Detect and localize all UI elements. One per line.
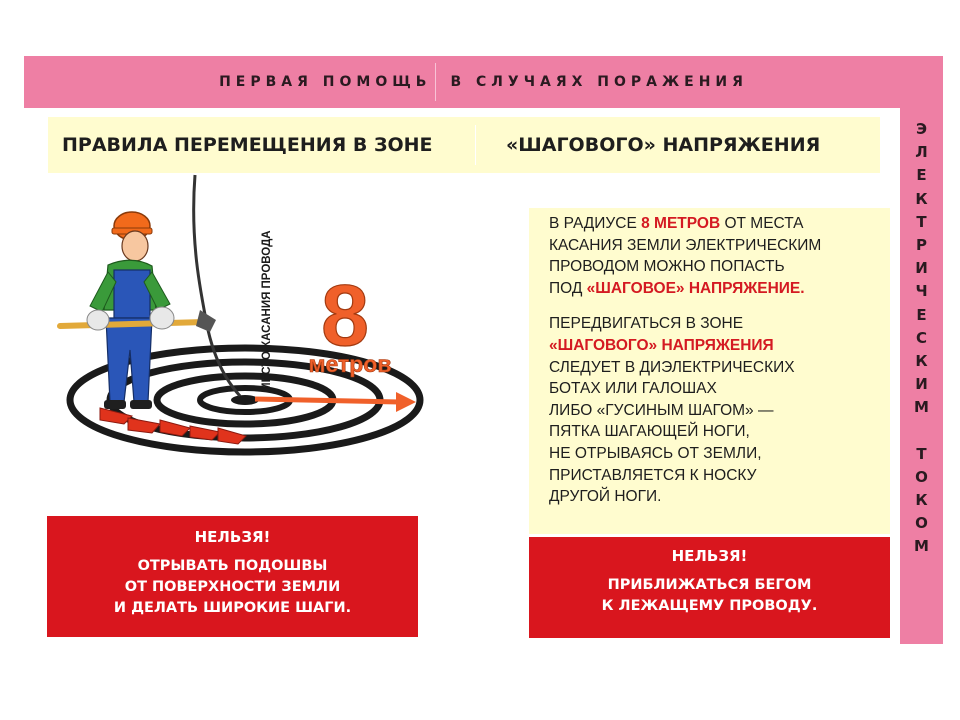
side-banner-letter: С <box>915 328 927 347</box>
title-left: ПРАВИЛА ПЕРЕМЕЩЕНИЯ В ЗОНЕ <box>62 134 433 156</box>
warning-right-line-2: К ЛЕЖАЩЕМУ ПРОВОДУ. <box>601 598 818 614</box>
warning-left-title: НЕЛЬЗЯ! <box>194 528 271 546</box>
wire-contact-label: МЕСТО КАСАНИЯ ПРОВОДА <box>261 230 273 392</box>
side-banner-letter: Е <box>916 305 927 324</box>
step-voltage-illustration <box>40 170 440 470</box>
title-right: «ШАГОВОГО» НАПРЯЖЕНИЯ <box>506 134 821 156</box>
info-p2-line-3: СЛЕДУЕТ В ДИЭЛЕКТРИЧЕСКИХ <box>549 358 795 376</box>
warning-left-line-3: И ДЕЛАТЬ ШИРОКИЕ ШАГИ. <box>113 600 352 616</box>
info-p1-l1-red: 8 МЕТРОВ <box>641 215 721 232</box>
info-p2-line-5: ЛИБО «ГУСИНЫМ ШАГОМ» — <box>549 401 774 419</box>
warning-right-title: НЕЛЬЗЯ! <box>671 547 748 565</box>
warning-box-right <box>529 537 890 638</box>
meters-label: метров <box>308 351 392 377</box>
warning-left-line-1: ОТРЫВАТЬ ПОДОШВЫ <box>137 558 328 574</box>
info-p1-line-3: ПРОВОДОМ МОЖНО ПОПАСТЬ <box>549 258 785 276</box>
info-p2-line-6: ПЯТКА ШАГАЮЩЕЙ НОГИ, <box>549 423 750 441</box>
top-banner <box>24 56 943 108</box>
info-p1-l4-red: «ШАГОВОЕ» НАПРЯЖЕНИЕ. <box>586 279 805 297</box>
side-banner-letter: Т <box>916 444 927 463</box>
side-banner-letter: И <box>915 375 928 394</box>
info-paragraph-1 <box>549 213 890 299</box>
warning-box-left <box>47 516 418 637</box>
info-p2-line-4: БОТАХ ИЛИ ГАЛОШАХ <box>549 380 717 398</box>
side-banner <box>900 108 943 644</box>
info-box <box>529 208 890 534</box>
warning-right-line-1: ПРИБЛИЖАТЬСЯ БЕГОМ <box>607 577 812 593</box>
banner-right-text: В СЛУЧАЯХ ПОРАЖЕНИЯ <box>450 74 748 90</box>
banner-divider <box>435 63 436 101</box>
info-p1-line-1 <box>549 213 890 235</box>
side-banner-letter: М <box>914 537 929 556</box>
side-banner-letter: Т <box>916 212 927 231</box>
side-banner-letter: И <box>915 259 928 278</box>
info-p2-line-7: НЕ ОТРЫВАЯСЬ ОТ ЗЕМЛИ, <box>549 444 762 462</box>
side-banner-letter: Э <box>915 120 927 138</box>
info-p1-l1-b: ОТ МЕСТА <box>720 215 804 232</box>
eight-number: 8 <box>321 268 369 364</box>
side-letters <box>914 118 929 559</box>
side-banner-letter: Е <box>916 166 927 185</box>
side-banner-letter: К <box>915 189 928 208</box>
title-bar <box>48 117 880 173</box>
side-banner-letter: О <box>915 467 928 486</box>
side-banner-letter: К <box>915 352 928 371</box>
info-p2-line-9: ДРУГОЙ НОГИ. <box>549 488 662 506</box>
info-p2-line-1: ПЕРЕДВИГАТЬСЯ В ЗОНЕ <box>549 315 744 333</box>
info-p2-line-8: ПРИСТАВЛЯЕТСЯ К НОСКУ <box>549 466 757 484</box>
info-p1-line-2: КАСАНИЯ ЗЕМЛИ ЭЛЕКТРИЧЕСКИМ <box>549 236 822 254</box>
side-banner-letter: Ч <box>915 282 928 301</box>
info-p1-line-4 <box>549 278 890 300</box>
info-p1-l1-a: В РАДИУСЕ <box>549 215 642 232</box>
info-p2-line-2: «ШАГОВОГО» НАПРЯЖЕНИЯ <box>549 336 774 354</box>
side-banner-letter: Р <box>916 236 927 255</box>
side-banner-letter: К <box>915 491 928 510</box>
info-p1-l4-a: ПОД <box>549 279 587 297</box>
side-banner-letter: Л <box>915 143 928 162</box>
side-banner-letter: О <box>915 514 928 533</box>
info-paragraph-2 <box>549 313 890 507</box>
wire-contact-point <box>231 395 259 405</box>
banner-left-text: ПЕРВАЯ ПОМОЩЬ <box>219 74 432 90</box>
side-banner-letter: М <box>914 398 929 417</box>
warning-left-line-2: ОТ ПОВЕРХНОСТИ ЗЕМЛИ <box>124 579 341 595</box>
